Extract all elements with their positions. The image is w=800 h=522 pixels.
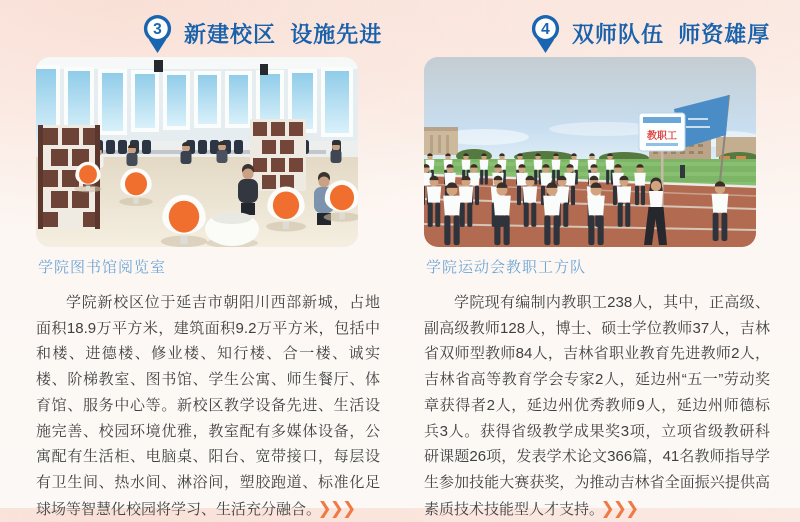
- library-reading-room-illustration: [36, 57, 358, 247]
- staff-parade-illustration: [424, 57, 756, 247]
- campus-header: [140, 11, 383, 55]
- sign-text: 教职工: [647, 131, 677, 142]
- faculty-paragraph: [424, 290, 770, 522]
- faculty-paragraph-text: 学院现有编制内教职工238人，其中，正高级、副高级教师128人，博士、硕士学位教师37人，吉林省双师型教师84人，吉林省职业教育先进教师2人，吉林省高等教育学会专家2人，延边州“五一”劳动奖章获得者2人，延边州优秀教师9人，延边州师德标兵3人。获得省级教学成果奖3项，立项省级教研科研课题26项，发表学术论文366篇，41名教师指导学生参加技能大赛获奖，为推动吉林省全面振兴提供高素质技术技能型人才支持。: [424, 294, 770, 518]
- middle-bookshelf: [250, 119, 306, 191]
- section-faculty: [424, 0, 770, 522]
- section-campus: [36, 0, 383, 522]
- library-photo-caption: 学院图书馆阅览室: [38, 259, 167, 276]
- pin-number: 3: [153, 20, 162, 38]
- campus-paragraph-text: 学院新校区位于延吉市朝阳川西部新城，占地面积18.9万平方米，建筑面积9.2万平方米，包括中和楼、进德楼、修业楼、知行楼、合一楼、诚实楼、阶梯教室、图书馆、学生公寓、师生餐厅、体育馆、服务中心等。新校区教学设备先进、生活设施完善、校园环境优雅，教室配有多媒体设备，公寓配有生活柜、电脑桌、阳台、宽带接口，每层设有卫生间、热水间、淋浴间，塑胶跑道、标准化足球场等智慧化校园将学习、生活充分融合。: [36, 294, 380, 518]
- sports-parade-photo: [424, 57, 756, 247]
- campus-paragraph: [36, 290, 380, 522]
- faculty-title: 双师队伍 师资雄厚: [572, 21, 771, 47]
- library-photo: [36, 57, 358, 247]
- sports-photo-caption: 学院运动会教职工方队: [426, 259, 587, 276]
- location-pin-3-icon: [140, 13, 175, 54]
- location-pin-4-icon: [528, 13, 563, 54]
- pin-number: 4: [541, 20, 550, 38]
- triple-chevron-icon: ❯❯❯: [600, 498, 638, 518]
- triple-chevron-icon: ❯❯❯: [317, 498, 355, 518]
- round-table: [205, 212, 259, 247]
- campus-title: 新建校区 设施先进: [184, 21, 383, 47]
- faculty-header: [528, 11, 770, 55]
